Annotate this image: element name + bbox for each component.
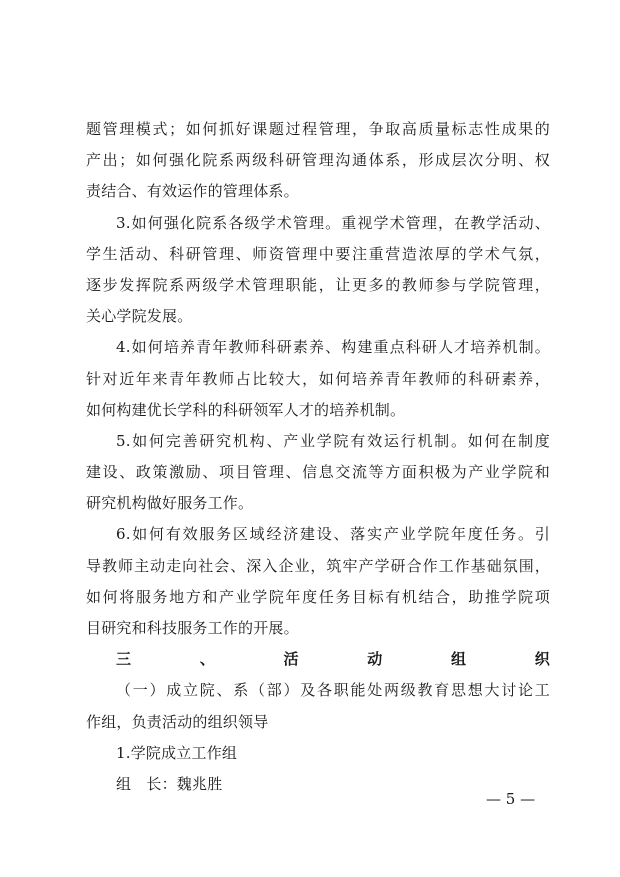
text-line: 1.学院成立工作组	[116, 743, 238, 762]
page-number: — 5 —	[486, 790, 536, 808]
text-line: 如何构建优长学科的科研领军人才的培养机制。	[86, 400, 406, 419]
text-line: 建设、政策激励、项目管理、信息交流等方面积极为产业学院和	[86, 463, 550, 482]
text-line: 针对近年来青年教师占比较大，如何培养青年教师的科研素养，	[86, 369, 550, 388]
text-line: 导教师主动走向社会、深入企业，筑牢产学研合作工作基础氛围，	[86, 556, 550, 575]
text-line: 责结合、有效运作的管理体系。	[86, 182, 299, 201]
text-line: 5.如何完善研究机构、产业学院有效运行机制。如何在制度	[116, 431, 550, 450]
text-line: 如何将服务地方和产业学院年度任务目标有机结合，助推学院项	[86, 587, 550, 606]
body-text	[86, 114, 550, 800]
text-line: 6.如何有效服务区域经济建设、落实产业学院年度任务。引	[116, 525, 550, 544]
text-line: 4.如何培养青年教师科研素养、构建重点科研人才培养机制。	[116, 338, 550, 357]
text-line: 关心学院发展。	[86, 307, 193, 326]
text-line: （一）成立院、系（部）及各职能处两级教育思想大讨论工	[116, 681, 550, 700]
text-line: 题管理模式；如何抓好课题过程管理，争取高质量标志性成果的	[86, 120, 550, 138]
text-line: 逐步发挥院系两级学术管理职能，让更多的教师参与学院管理，	[86, 275, 550, 294]
text-line: 目研究和科技服务工作的开展。	[86, 619, 299, 637]
text-line: 学生活动、科研管理、师资管理中要注重营造浓厚的学术气氛，	[86, 244, 550, 263]
text-line: 3.如何强化院系各级学术管理。重视学术管理，在教学活动、	[116, 213, 550, 232]
text-line: 研究机构做好服务工作。	[86, 494, 254, 513]
text-line: 组 长：魏兆胜	[116, 774, 223, 793]
section-heading: 三、活动组织	[116, 650, 550, 669]
text-line: 作组，负责活动的组织领导	[86, 712, 269, 731]
text-line: 产出；如何强化院系两级科研管理沟通体系，形成层次分明、权	[86, 151, 550, 170]
